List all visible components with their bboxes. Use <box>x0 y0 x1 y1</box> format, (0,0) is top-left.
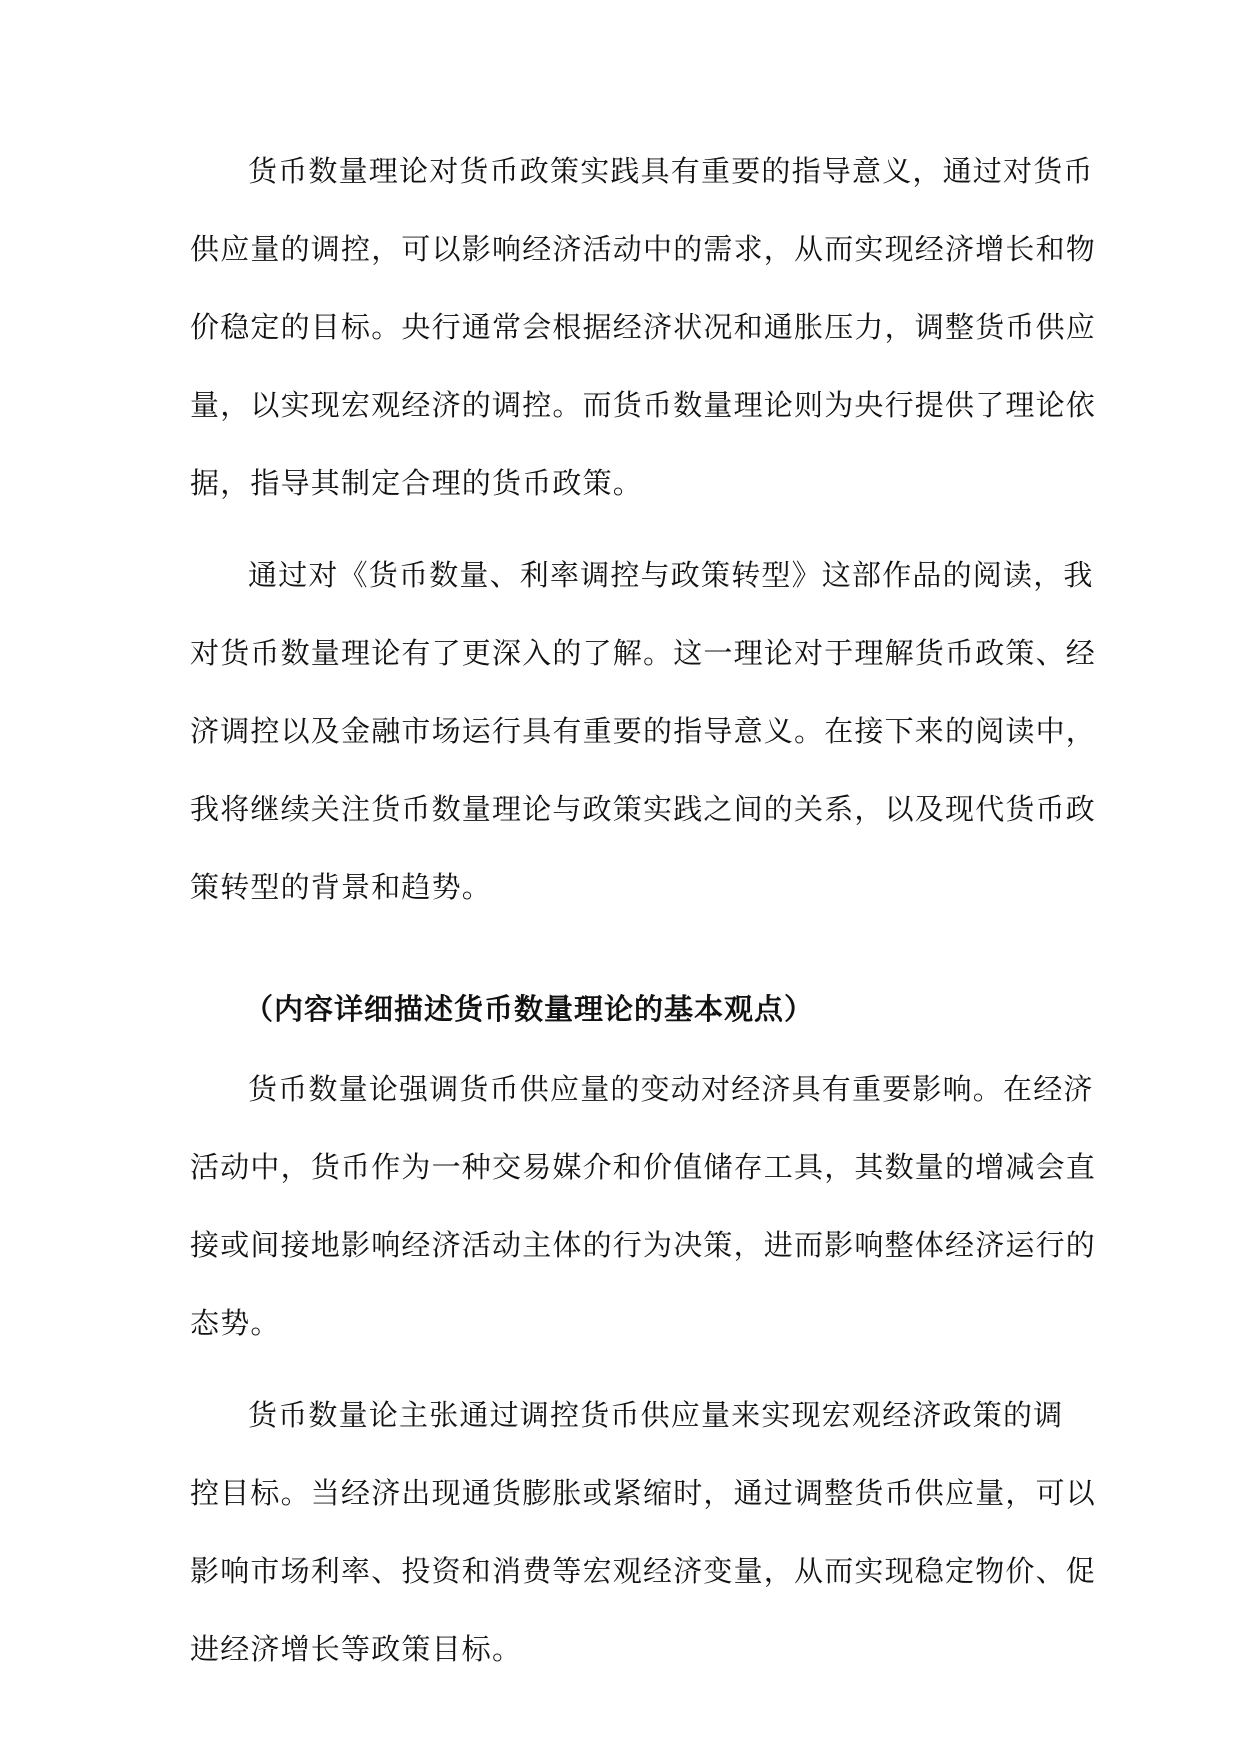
paragraph-line: 控目标。当经济出现通货膨胀或紧缩时，通过调整货币供应量，可以 <box>190 1476 1097 1510</box>
paragraph-line: 影响市场利率、投资和消费等宏观经济变量，从而实现稳定物价、促 <box>190 1554 1097 1588</box>
paragraph-reading-reflection <box>190 550 1097 940</box>
paragraph-line: 货币数量理论对货币政策实践具有重要的指导意义，通过对货币 <box>248 154 1094 188</box>
paragraph-line: 据，指导其制定合理的货币政策。 <box>190 466 644 500</box>
body-text <box>190 146 1097 1716</box>
paragraph-line: 活动中，货币作为一种交易媒介和价值储存工具，其数量的增减会直 <box>190 1150 1097 1184</box>
paragraph-line: 供应量的调控，可以影响经济活动中的需求，从而实现经济增长和物 <box>190 232 1097 266</box>
paragraph-line: 对货币数量理论有了更深入的了解。这一理论对于理解货币政策、经 <box>190 636 1097 670</box>
section-heading: （内容详细描述货币数量理论的基本观点） <box>244 992 815 1026</box>
paragraph-monetary-policy-guidance <box>190 146 1097 536</box>
paragraph-line: 货币数量论主张通过调控货币供应量来实现宏观经济政策的调 <box>248 1398 1064 1432</box>
paragraph-line: 策转型的背景和趋势。 <box>190 870 493 904</box>
paragraph-line: 态势。 <box>190 1306 281 1340</box>
paragraph-line: 价稳定的目标。央行通常会根据经济状况和通胀压力，调整货币供应 <box>190 310 1097 344</box>
paragraph-line: 进经济增长等政策目标。 <box>190 1632 523 1666</box>
paragraph-line: 接或间接地影响经济活动主体的行为决策，进而影响整体经济运行的 <box>190 1228 1097 1262</box>
paragraph-line: 量，以实现宏观经济的调控。而货币数量理论则为央行提供了理论依 <box>190 388 1097 422</box>
paragraph-money-supply-impact <box>190 1064 1097 1376</box>
paragraph-line: 济调控以及金融市场运行具有重要的指导意义。在接下来的阅读中， <box>190 714 1097 748</box>
paragraph-line: 通过对《货币数量、利率调控与政策转型》这部作品的阅读，我 <box>248 558 1094 592</box>
paragraph-line: 我将继续关注货币数量理论与政策实践之间的关系，以及现代货币政 <box>190 792 1097 826</box>
paragraph-line: 货币数量论强调货币供应量的变动对经济具有重要影响。在经济 <box>248 1072 1094 1106</box>
paragraph-policy-regulation <box>190 1390 1097 1702</box>
